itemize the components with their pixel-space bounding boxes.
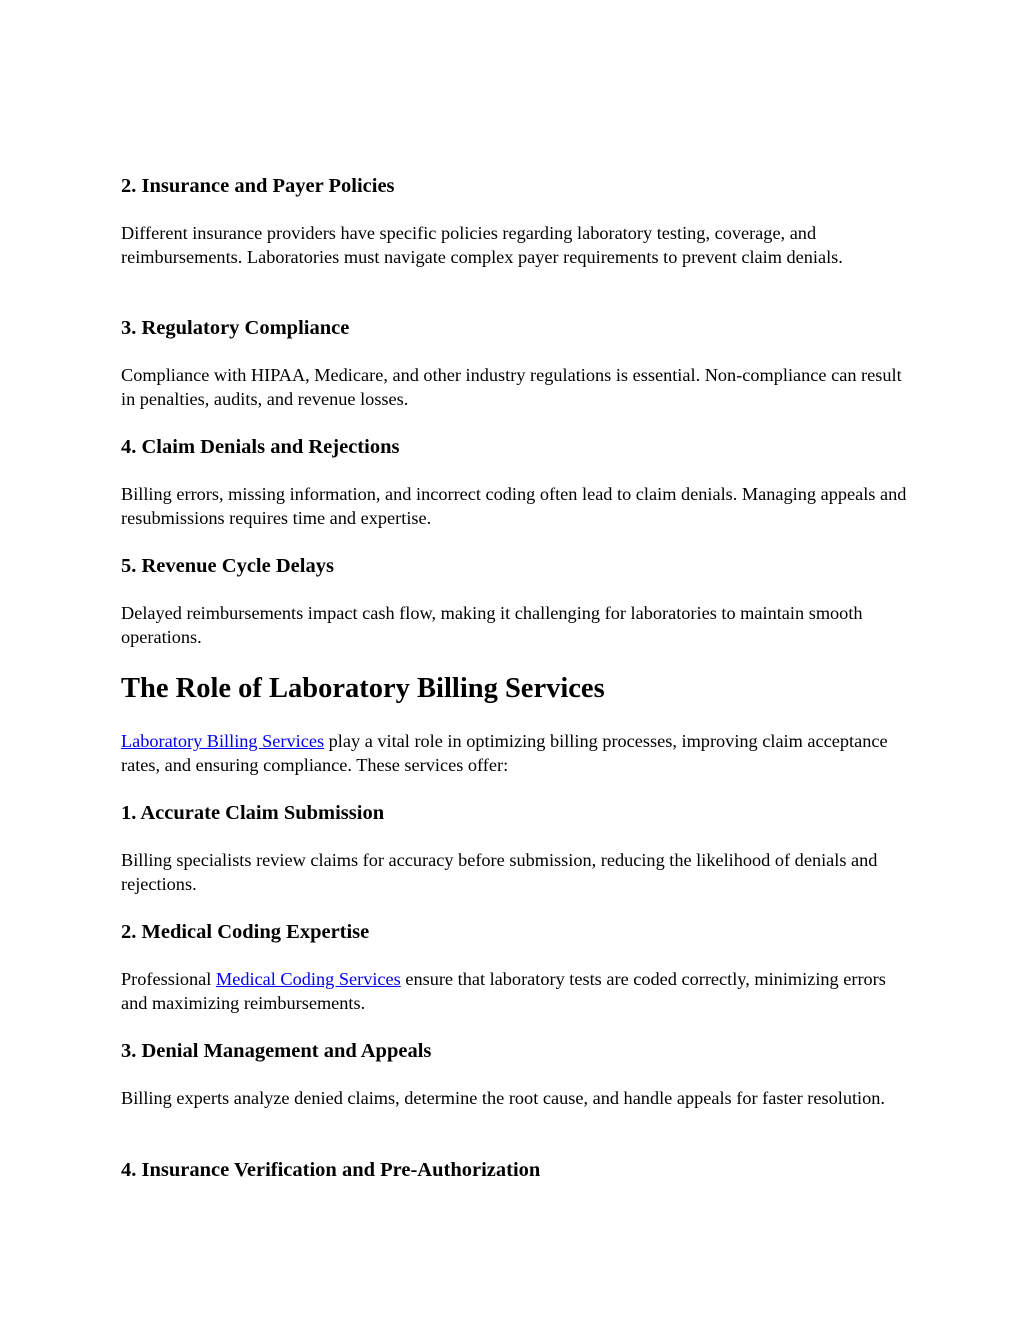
laboratory-billing-services-link[interactable]: Laboratory Billing Services [121,731,325,751]
item-heading-medical-coding-expertise: 2. Medical Coding Expertise [121,921,370,943]
item-body-medical-coding-suffix: ensure that laboratory tests are coded correctly, minimizing errors and maximizing reimbursements. [121,969,886,1013]
medical-coding-services-link[interactable]: Medical Coding Services [215,969,401,989]
section-body-insurance-payer-policies: Different insurance providers have specific policies regarding laboratory testing, coverage, and reimbursements. Laboratories must navigate complex payer requirements to prevent claim denials. [121,223,843,267]
item-body-accurate-claim-submission: Billing specialists review claims for accuracy before submission, reducing the likelihood of denials and rejections. [121,850,878,894]
section-body-revenue-cycle-delays: Delayed reimbursements impact cash flow, making it challenging for laboratories to maintain smooth operations. [121,603,863,647]
role-section-intro-text: play a vital role in optimizing billing processes, improving claim acceptance rates, and ensuring compliance. These services offer: [121,731,888,775]
item-heading-accurate-claim-submission: 1. Accurate Claim Submission [121,802,385,824]
role-section-title: The Role of Laboratory Billing Services [121,673,605,704]
item-body-medical-coding-prefix: Professional [121,969,216,989]
section-body-regulatory-compliance: Compliance with HIPAA, Medicare, and other industry regulations is essential. Non-compliance can result in penalties, audits, and revenue losses. [121,365,902,409]
section-heading-regulatory-compliance: 3. Regulatory Compliance [121,317,350,339]
item-heading-denial-management: 3. Denial Management and Appeals [121,1040,432,1062]
item-body-medical-coding-expertise [121,968,911,1015]
item-body-denial-management: Billing experts analyze denied claims, determine the root cause, and handle appeals for faster resolution. [121,1088,885,1108]
section-body-claim-denials: Billing errors, missing information, and incorrect coding often lead to claim denials. Managing appeals and resubmissions requires time and expertise. [121,484,907,528]
section-heading-revenue-cycle-delays: 5. Revenue Cycle Delays [121,555,334,577]
item-heading-insurance-verification: 4. Insurance Verification and Pre-Authorization [121,1159,541,1181]
section-heading-insurance-payer-policies: 2. Insurance and Payer Policies [121,175,395,197]
role-section-intro [121,730,911,777]
section-heading-claim-denials: 4. Claim Denials and Rejections [121,436,400,458]
